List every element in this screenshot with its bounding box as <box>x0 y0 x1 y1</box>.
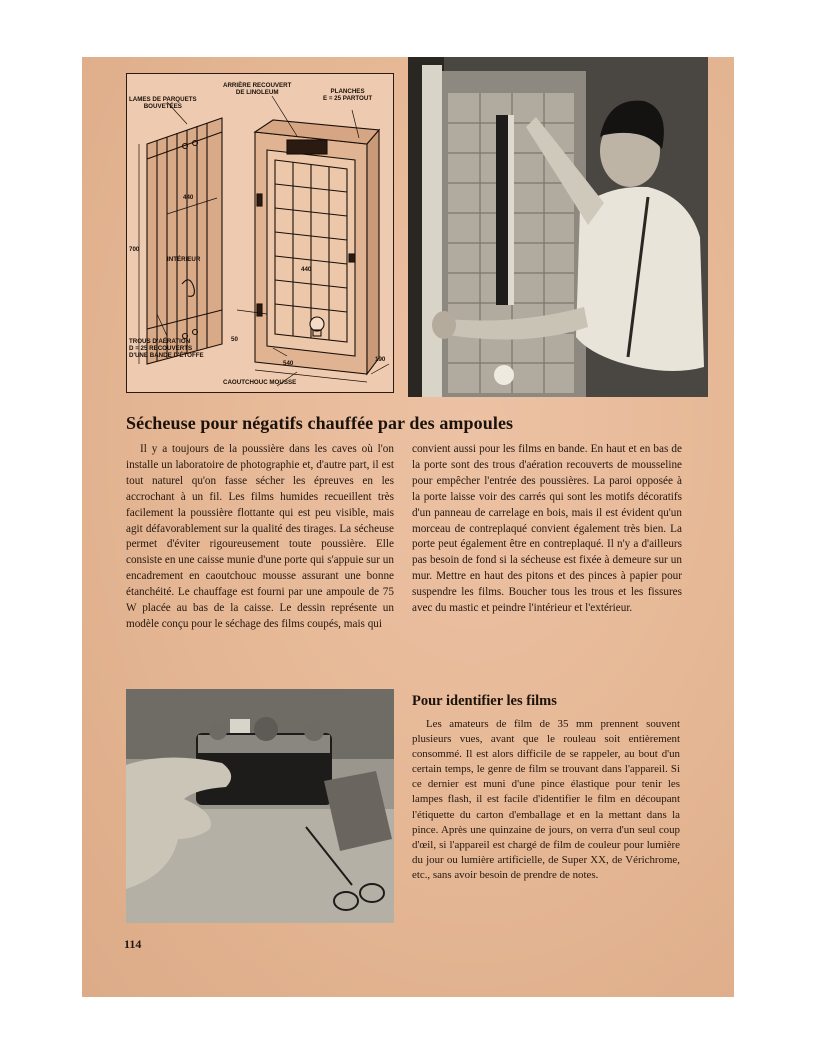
label-dim-190: 190 <box>375 356 386 363</box>
label-lames: LAMES DE PARQUETS BOUVETÉES <box>129 96 197 110</box>
article-column-2-text: convient aussi pour les films en bande. En haut et en bas de la porte sont des trous d'aération recouverts de mousseline pour empêcher l'entrée des poussières. La paroi opposée à la porte laisse voir des carrés qui sont les motifs décoratifs d'un panneau de carrelage en bois, mais il est évident qu'un morceau de contreplaqué convient également très bien. La porte peut également être en contreplaqué. Il n'y a d'ailleurs pas besoin de fond si la sécheuse est fixée à demeure sur un mur. Mettre en haut des pitons et des pinces à papier pour suspendre les films. Boucher tous les trous et les fissures avec du mastic et peindre l'intérieur et l'extérieur. <box>412 443 682 615</box>
photo-camera-hand <box>126 689 394 923</box>
article-2-title: Pour identifier les films <box>412 693 557 709</box>
label-caoutchouc: CAOUTCHOUC MOUSSE <box>223 379 297 386</box>
article-column-1 <box>126 442 394 633</box>
label-trous: TROUS D'AÉRATION D = 25 RECOUVERTS D'UNE BANDE D'ÉTOFFE <box>129 338 204 359</box>
label-dim-440-door: 440 <box>183 194 194 201</box>
photo-man-dryer <box>408 57 708 397</box>
dryer-diagram <box>126 73 394 393</box>
article-title: Sécheuse pour négatifs chauffée par des ampoules <box>126 413 514 433</box>
label-dim-540: 540 <box>283 360 294 367</box>
label-interieur: INTÉRIEUR <box>167 256 201 263</box>
article-column-1-text: Il y a toujours de la poussière dans les caves où l'on installe un laboratoire de photographie et, d'autre part, il est tout naturel qu'on fasse sécher les épreuves en les accrochant à un fil. Les films humides recueillent très facilement la poussière flottante qui est peu visible, mais agit défavorablement sur la qualité des tirages. La sécheuse permet d'éviter rigoureusement toute poussière. Elle consiste en une caisse munie d'une porte qui s'appuie sur un encadrement en caoutchouc mousse assurant une bonne étanchéité. Le chauffage est fourni par une ampoule de 75 W placée au bas de la caisse. Le dessin représente un modèle conçu pour le séchage des films coupés, mais qui <box>126 443 394 630</box>
label-planches: PLANCHES E = 25 PARTOUT <box>323 88 373 102</box>
article-column-2 <box>412 442 682 617</box>
label-dim-440-box: 440 <box>301 266 312 273</box>
label-dim-50: 50 <box>231 336 238 343</box>
magazine-page <box>82 57 734 997</box>
article-2-body <box>412 717 680 883</box>
label-dim-700: 700 <box>129 246 140 253</box>
label-arriere: ARRIÈRE RECOUVERT DE LINOLEUM <box>223 82 292 96</box>
page-number: 114 <box>124 937 142 951</box>
article-2-text: Les amateurs de film de 35 mm prennent souvent plusieurs vues, avant que le rouleau soit entièrement consommé. Il est alors difficile de se rappeler, au bout d'un certain temps, le genre de film se trouvant dans l'appareil. Si ce dernier est muni d'une pince élastique pour tenir les lampes flash, il est facile d'identifier le film en découpant l'étiquette du carton d'emballage et en la mettant dans la pince. Après une quinzaine de jours, on verra d'un seul coup d'œil, si l'appareil est chargé de film de couleur pour lumière du jour ou lumière artificielle, de Super XX, de Vérichrome, etc., sans avoir besoin de prendre de notes. <box>412 718 680 881</box>
